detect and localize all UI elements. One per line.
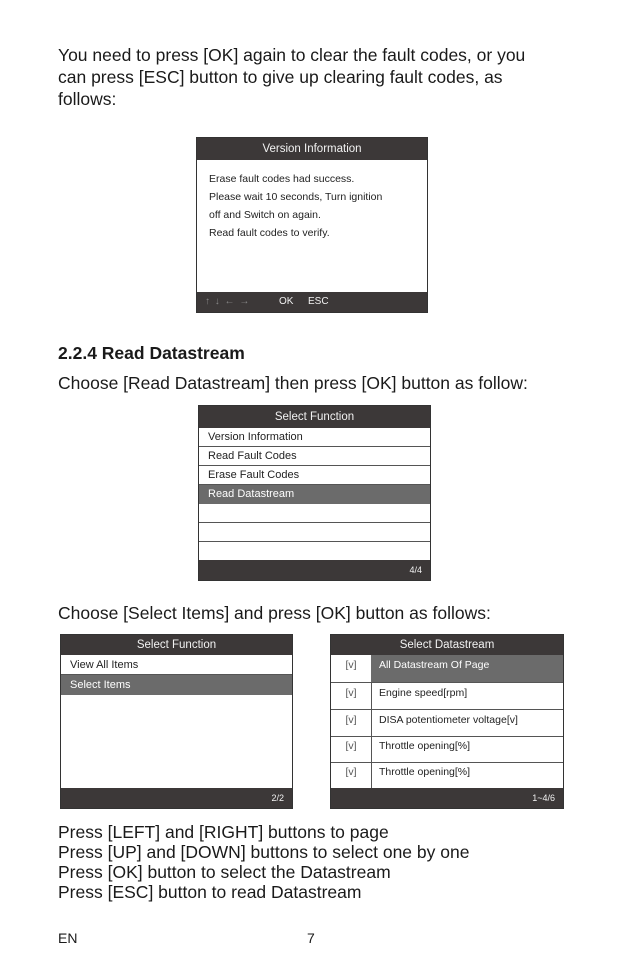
checkbox-icon[interactable]: [v] xyxy=(331,762,372,789)
screen-version-information xyxy=(196,137,428,313)
screen2-footer xyxy=(199,560,430,580)
instructions-list xyxy=(58,822,469,902)
screen2-title: Select Function xyxy=(199,406,430,428)
checkbox-icon[interactable]: [v] xyxy=(331,655,372,682)
checkbox-icon[interactable]: [v] xyxy=(331,709,372,736)
datastream-label[interactable]: Engine speed[rpm] xyxy=(379,687,468,699)
datastream-row[interactable] xyxy=(331,762,563,789)
screen3-title: Select Function xyxy=(61,635,292,655)
menu-item-empty xyxy=(199,542,430,561)
screen4-pager: 1~4/6 xyxy=(532,793,555,803)
instruction-line: Press [ESC] button to read Datastream xyxy=(58,882,362,902)
menu-item-read-fault-codes[interactable]: Read Fault Codes xyxy=(199,447,430,466)
screen3-footer xyxy=(61,788,292,808)
ok-label: OK xyxy=(279,296,294,307)
screen1-message-line: Erase fault codes had success. xyxy=(209,173,355,185)
section-instruction: Choose [Read Datastream] then press [OK] button as follow: xyxy=(58,373,528,393)
menu-item-erase-fault-codes[interactable]: Erase Fault Codes xyxy=(199,466,430,485)
menu-item-select-items[interactable]: Select Items xyxy=(61,675,292,695)
screen-select-function-items xyxy=(60,634,293,809)
screen4-footer xyxy=(331,788,563,808)
section-heading: 2.2.4 Read Datastream xyxy=(58,343,245,363)
footer-language: EN xyxy=(58,930,78,946)
datastream-label[interactable]: All Datastream Of Page xyxy=(371,655,563,682)
intro-line-1: You need to press [OK] again to clear the fault codes, or you xyxy=(58,45,526,65)
instruction-line: Press [UP] and [DOWN] buttons to select one by one xyxy=(58,842,470,862)
menu-item-empty xyxy=(199,523,430,542)
checkbox-icon[interactable]: [v] xyxy=(331,736,372,762)
screen4-title: Select Datastream xyxy=(331,635,563,655)
screen1-message-line: Read fault codes to verify. xyxy=(209,227,330,239)
datastream-label[interactable]: DISA potentiometer voltage[v] xyxy=(379,714,518,726)
screen-select-datastream xyxy=(330,634,564,809)
menu-item-read-datastream[interactable]: Read Datastream xyxy=(199,485,430,504)
menu-item-empty xyxy=(199,504,430,523)
intro-line-3: follows: xyxy=(58,89,117,109)
checkbox-icon[interactable]: [v] xyxy=(331,682,372,709)
screen-select-function-main xyxy=(198,405,431,581)
datastream-row[interactable] xyxy=(331,655,563,683)
intro-paragraph xyxy=(58,44,578,110)
esc-label: ESC xyxy=(308,296,329,307)
screen3-pager: 2/2 xyxy=(271,793,284,803)
menu-item-version-information[interactable]: Version Information xyxy=(199,428,430,447)
screen1-message-line: Please wait 10 seconds, Turn ignition xyxy=(209,191,383,203)
arrow-keys-icon: ↑ ↓ ← → xyxy=(205,296,251,307)
datastream-row[interactable] xyxy=(331,682,563,710)
screen2-pager: 4/4 xyxy=(409,565,422,575)
datastream-label[interactable]: Throttle opening[%] xyxy=(379,766,471,778)
screen1-title: Version Information xyxy=(197,138,427,160)
menu-item-view-all-items[interactable]: View All Items xyxy=(61,655,292,675)
screen1-footer xyxy=(197,292,427,312)
footer-page-number: 7 xyxy=(307,930,315,946)
instruction-line: Press [LEFT] and [RIGHT] buttons to page xyxy=(58,822,389,842)
datastream-row[interactable] xyxy=(331,736,563,763)
intro-line-2: can press [ESC] button to give up clearing fault codes, as xyxy=(58,67,503,87)
datastream-row[interactable] xyxy=(331,709,563,737)
screen1-message xyxy=(209,170,382,242)
instruction-2: Choose [Select Items] and press [OK] button as follows: xyxy=(58,603,491,623)
datastream-label[interactable]: Throttle opening[%] xyxy=(379,740,471,752)
screen1-message-line: off and Switch on again. xyxy=(209,209,321,221)
instruction-line: Press [OK] button to select the Datastream xyxy=(58,862,391,882)
